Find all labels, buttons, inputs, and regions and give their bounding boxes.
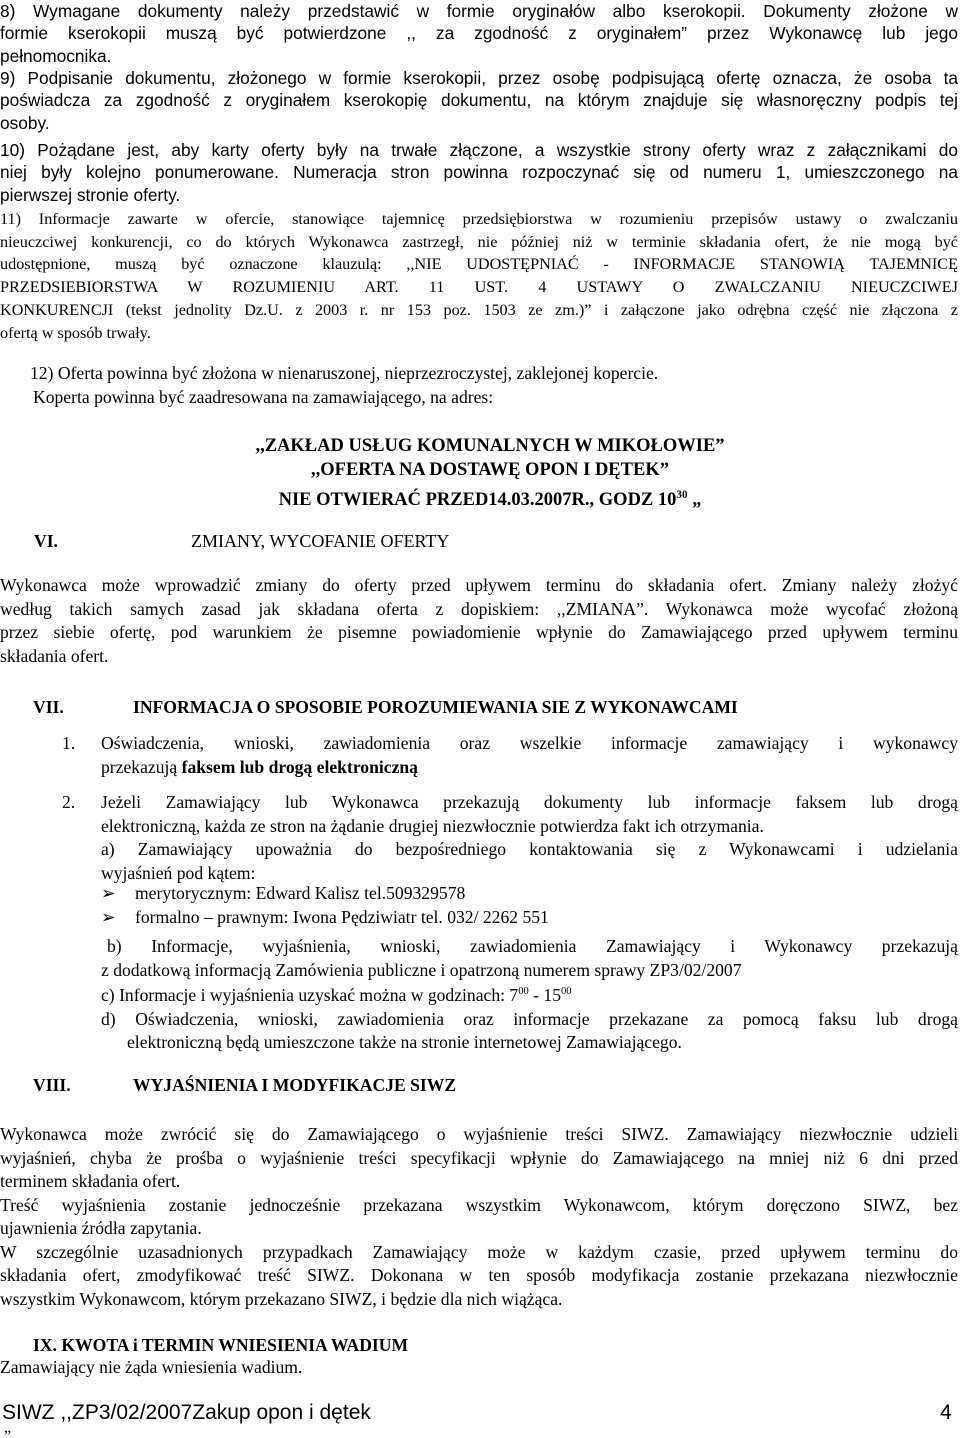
section-8-title: WYJAŚNIENIA I MODYFIKACJE SIWZ <box>133 1075 457 1095</box>
section-8-p3-line: W szczególnie uzasadnionych przypadkach Zamawiający może w każdym czasie, przed upływem terminu do <box>0 1241 958 1262</box>
item-11-line: PRZEDSIEBIORSTWA W ROZUMIENIU ART. 11 UST. 4 USTAWY O ZWALCZANIU NIEUCZCIWEJ <box>0 278 958 297</box>
item-11 <box>0 208 958 344</box>
section-7-p2-number: 2. <box>62 792 76 812</box>
footer-mark: „ <box>4 1419 12 1436</box>
section-7-b-line: z dodatkową informacją Zamówienia publiczne i opatrzoną numerem sprawy ZP3/02/2007 <box>101 959 742 980</box>
section-7-p2-line: elektroniczną, każda ze stron na żądanie drugiej niezwłocznie potwierdza fakt ich otrzymania. <box>101 815 764 836</box>
section-7-number: VII. <box>33 697 64 717</box>
section-7-d-line: d) Oświadczenia, wnioski, zawiadomienia oraz informacje przekazane za pomocą faksu lub drogą <box>101 1008 958 1029</box>
section-9-title: IX. KWOTA i TERMIN WNIESIENIA WADIUM <box>33 1335 409 1355</box>
section-7-p2 <box>101 791 958 885</box>
item-9-line: poświadcza za zgodność z oryginałem kserokopię dokumentu, na którym znajduje się własnoręczny podpis tej <box>0 90 958 111</box>
item-11-line: udostępnione, muszą być oznaczone klauzulą: ,,NIE UDOSTĘPNIAĆ - INFORMACJE STANOWIĄ TAJEMNICĘ <box>0 255 958 274</box>
section-8-body <box>0 1123 958 1311</box>
section-7-p1-line: Oświadczenia, wnioski, zawiadomienia oraz wszelkie informacje zamawiający i wykonawcy <box>101 733 958 753</box>
section-7-c-line: c) Informacje i wyjaśnienia uzyskać można w godzinach: $7^{00} - 15^{00}$ <box>101 985 572 1005</box>
section-7-b <box>101 935 958 1055</box>
item-9 <box>0 67 958 134</box>
section-6-line: Wykonawca może wprowadzić zmiany do oferty przed upływem terminu do składania ofert. Zmiany należy złożyć <box>0 575 958 595</box>
section-6-body <box>0 574 958 668</box>
item-11-line: nieuczciwej konkurencji, co do których Wykonawca zastrzegł, nie później niż w terminie składania ofert, że nie mogą być <box>0 232 958 251</box>
section-6-line: według takich samych zasad jak składana oferta z dopiskiem: ,,ZMIANA”. Wykonawca może wycofać złożoną <box>0 598 958 619</box>
section-7-bullets <box>101 882 958 929</box>
section-6-line: składania ofert. <box>0 645 109 666</box>
section-7-p1-line: przekazują faksem lub drogą elektroniczną <box>101 756 418 777</box>
section-6-number: VI. <box>34 531 58 551</box>
footer-title: SIWZ ,,ZP3/02/2007Zakup opon i dętek <box>2 1401 371 1424</box>
section-7-p2-line: Jeżeli Zamawiający lub Wykonawca przekazują dokumenty lub informacje faksem lub drogą <box>101 792 958 812</box>
envelope-instruction-text: Koperta powinna być zaadresowana na zamawiającego, na adres: <box>33 387 494 407</box>
item-11-line: KONKURENCJI (tekst jednolity Dz.U. z 2003 r. nr 153 poz. 1503 ze zm.)” i załączone jako odrębna część nie złączona z <box>0 300 958 319</box>
section-8-p1-line: Wykonawca może zwrócić się do Zamawiającego o wyjaśnienie treści SIWZ. Zamawiający niezwłocznie udzieli <box>0 1124 958 1144</box>
item-8-line: 8) Wymagane dokumenty należy przedstawić w formie oryginałów albo kserokopii. Dokumenty złożone w <box>0 1 958 21</box>
section-6-title: ZMIANY, WYCOFANIE OFERTY <box>191 531 450 551</box>
address-block <box>160 434 820 512</box>
section-7-p1 <box>101 732 958 779</box>
section-6-line: przez siebie ofertę, pod warunkiem że pisemne powiadomienie wpłynie do Zamawiającego przed upływem terminu <box>0 622 958 642</box>
address-line-2: ,,OFERTA NA DOSTAWĘ OPON I DĘTEK” <box>311 460 669 480</box>
item-9-line: osoby. <box>0 112 50 133</box>
item-10-line: 10) Pożądane jest, aby karty oferty były na trwałe złączone, a wszystkie strony oferty wraz z załącznikami do <box>0 140 958 160</box>
section-7-p1-number: 1. <box>62 733 76 753</box>
arrow-bullet-icon: ➢ <box>101 883 116 903</box>
section-8-p2-line: Treść wyjaśnienia zostanie jednocześnie przekazana wszystkim Wykonawcom, którym doręczono SIWZ, bez <box>0 1194 958 1215</box>
section-8-p1-line: terminem składania ofert. <box>0 1171 181 1191</box>
section-7-title: INFORMACJA O SPOSOBIE POROZUMIEWANIA SIE Z WYKONAWCAMI <box>133 697 738 717</box>
item-10 <box>0 139 958 206</box>
section-8-number: VIII. <box>33 1075 71 1095</box>
item-12 <box>30 362 930 386</box>
section-9-text: Zamawiający nie żąda wniesienia wadium. <box>0 1357 303 1377</box>
item-12-text: 12) Oferta powinna być złożona w nienaruszonej, nieprzezroczystej, zaklejonej kopercie. <box>30 363 659 383</box>
address-line-3: NIE OTWIERAĆ PRZED14.03.2007R., GODZ $10^{30}$ „ <box>278 488 702 510</box>
item-10-line: niej były kolejno ponumerowane. Numeracja stron powinna rozpoczynać się od numeru 1, umieszczonego na <box>0 162 958 183</box>
item-11-line: 11) Informacje zawarte w ofercie, stanowiące tajemnicę przedsiębiorstwa w rozumieniu przepisów ustawy o zwalczaniu <box>0 210 958 228</box>
address-line-1: ,,ZAKŁAD USŁUG KOMUNALNYCH W MIKOŁOWIE” <box>255 436 725 456</box>
section-8-p2-line: ujawnienia źródła zapytania. <box>0 1218 202 1238</box>
section-8-p1-line: wyjaśnień, chyba że prośba o wyjaśnienie treści specyfikacji wpłynie do Zamawiającego na mniej niż 6 dni przed <box>0 1147 958 1168</box>
item-10-line: pierwszej stronie oferty. <box>0 184 181 205</box>
section-8-p3-line: składania ofert, zmodyfikować treść SIWZ. Dokonana w ten sposób modyfikacja zostanie przekazana niezwłocznie <box>0 1265 958 1285</box>
footer-page-number: 4 <box>940 1401 952 1424</box>
item-8-line: pełnomocnika. <box>0 45 112 66</box>
arrow-bullet-icon: ➢ <box>101 906 116 927</box>
item-8 <box>0 0 958 67</box>
item-11-line: ofertą w sposób trwały. <box>0 323 151 342</box>
item-8-line: formie kserokopii muszą być potwierdzone ,, za zgodność z oryginałem” przez Wykonawcę lub jego <box>0 23 958 44</box>
section-7-a-line: wyjaśnień pod kątem: <box>101 862 256 883</box>
bullet-item-formal: ➢ formalno – prawnym: Iwona Pędziwiatr tel. 032/ 2262 551 <box>101 906 958 930</box>
section-7-b-line: b) Informacje, wyjaśnienia, wnioski, zawiadomienia Zamawiający i Wykonawcy przekazują <box>107 936 958 956</box>
envelope-instruction <box>33 386 933 410</box>
section-7-a-line: a) Zamawiający upoważnia do bezpośredniego kontaktowania się z Wykonawcami i udzielania <box>101 839 958 859</box>
section-8-p3-line: wszystkim Wykonawcom, którym przekazano SIWZ, i będzie dla nich wiążąca. <box>0 1288 563 1309</box>
item-9-line: 9) Podpisanie dokumentu, złożonego w formie kserokopii, przez osobę podpisującą ofertę oznacza, że osoba ta <box>0 68 958 88</box>
section-7-d-line: elektroniczną będą umieszczone także na stronie internetowej Zamawiającego. <box>127 1032 682 1052</box>
bullet-item-merit: ➢ merytorycznym: Edward Kalisz tel.509329578 <box>101 882 958 906</box>
